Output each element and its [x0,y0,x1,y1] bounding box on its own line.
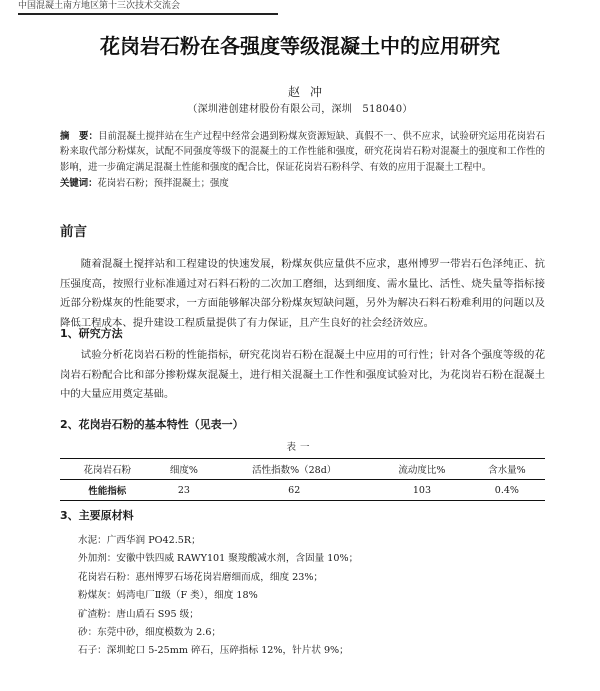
table-cell: 23 [177,484,190,496]
material-item: 砂：东莞中砂，细度模数为 2.6； [78,627,222,639]
material-item: 矿渣粉：唐山盾石 S95 级； [78,608,199,620]
keywords-text: 花岗岩石粉；预拌混凝土；强度 [97,178,229,189]
author-affiliation: （深圳港创建材股份有限公司，深圳 518040） [187,104,413,115]
materials-list [78,532,548,661]
paper-title: 花岗岩石粉在各强度等级混凝土中的应用研究 [100,34,500,58]
author-name: 赵冲 [287,85,332,99]
table-cell: 103 [412,484,431,496]
table-row [60,480,545,501]
preface-heading: 前言 [60,224,87,240]
table-header-cell: 细度% [155,459,214,480]
table-header-cell: 含水量% [469,459,545,480]
table-header-cell: 流动度比% [375,459,469,480]
abstract-label: 摘 要： [60,131,99,142]
section-1-heading: 1、研究方法 [60,327,123,340]
section-2-heading: 2、花岗岩石粉的基本特性（见表一） [60,418,244,431]
material-item: 水泥：广西华润 PO42.5R； [78,535,201,546]
keywords [60,176,545,191]
preface-paragraph: 随着混凝土搅拌站和工程建设的快速发展，粉煤灰供应量供不应求，惠州博罗一带岩石色泽纯正、抗压强度高，按照行业标准通过对石料石粉的二次加工磨细，达到细度、需水量比、活性、烧失量等指标接近部分粉煤灰的性能要求，一方面能够解决部分粉煤灰短缺问题，另外为解决石料石粉难利用的问题以及降低工程成本、提升建设工程质量提供了有力保证，且产生良好的社会经济效应。 [60,258,545,329]
keywords-label: 关键词： [60,178,98,189]
abstract-text: 目前混凝土搅拌站在生产过程中经常会遇到粉煤灰资源短缺、真假不一、供不应求，试验研究运用花岗岩石粉来取代部分粉煤灰，试配不同强度等级下的混凝土的工作性能和强度，研究花岗岩石粉对混凝土的强度和工作性的影响，进一步确定满足混凝土性能和强度的配合比，保证花岗岩石粉科学、有效的应用于混凝土工程中。 [60,131,545,173]
material-item: 外加剂：安徽中铁四威 RAWY101 聚羧酸减水剂，含固量 10%； [78,553,359,565]
table-caption: 表一 [286,442,314,453]
running-header: 中国混凝土南方地区第十三次技术交流会 [18,0,278,15]
section-1-paragraph: 试验分析花岗岩石粉的性能指标，研究花岗岩石粉在混凝土中应用的可行性；针对各个强度等级的花岗岩石粉配合比和部分掺粉煤灰混凝土，进行相关混凝土工作性和强度试验对比，为花岗岩石粉在混凝土中的大量应用奠定基础。 [60,349,545,401]
granite-powder-properties-table [60,458,545,501]
table-cell: 62 [288,484,301,496]
material-item: 粉煤灰：妈湾电厂Ⅱ级（F 类），细度 18% [78,590,258,602]
abstract [60,129,545,175]
material-item: 花岗岩石粉：惠州博罗石场花岗岩磨细而成，细度 23%； [78,571,324,583]
table-header-cell: 活性指数%（28d） [213,459,375,480]
table-cell: 性能指标 [88,486,127,497]
table-cell: 0.4% [494,484,519,496]
material-item: 石子：深圳蛇口 5-25mm 碎石，压碎指标 12%，针片状 9%； [78,645,349,657]
section-3-heading: 3、主要原材料 [60,509,134,522]
table-header-row [60,459,545,480]
table-header-cell: 花岗岩石粉 [60,459,155,480]
